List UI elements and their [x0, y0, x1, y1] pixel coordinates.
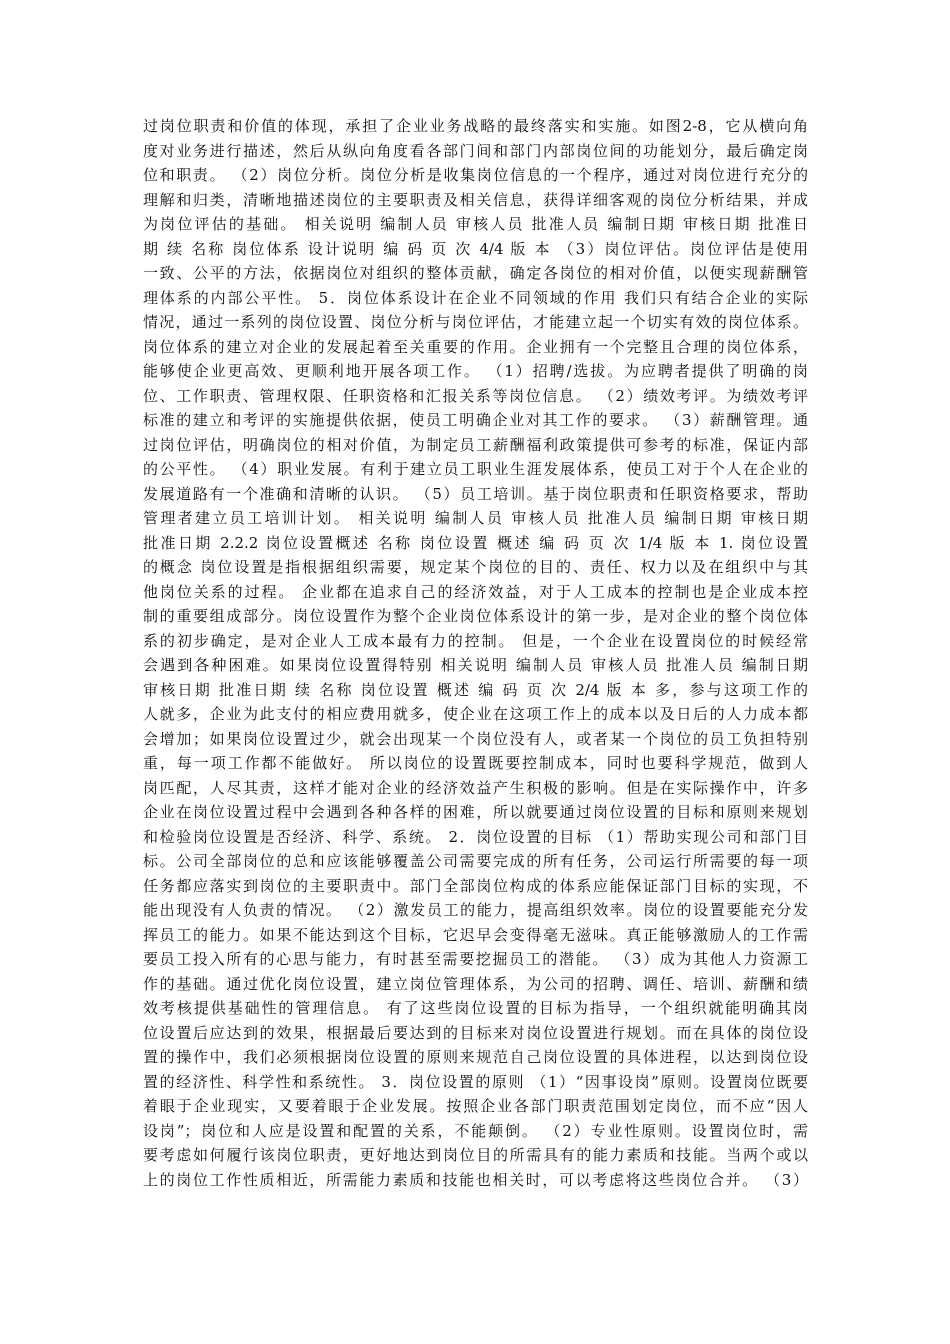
text-line: 过岗位职责和价值的体现，承担了企业业务战略的最终落实和实施。如图2-8，它从横向角	[143, 117, 808, 135]
text-line: 企业在岗位设置过程中会遇到各种各样的困难，所以就要通过岗位设置的目标和原则来规划	[143, 803, 808, 821]
text-line: 管理者建立员工培训计划。 相关说明 编制人员 审核人员 批准人员 编制日期 审核日期	[143, 509, 808, 527]
text-line: 系的初步确定，是对企业人工成本最有力的控制。 但是，一个企业在设置岗位的时候经常	[143, 631, 808, 650]
text-line: 效考核提供基础性的管理信息。 有了这些岗位设置的目标为指导，一个组织就能明确其岗	[143, 999, 808, 1017]
text-line: 一致、公平的方法，依据岗位对组织的整体贡献，确定各岗位的相对价值，以便实现薪酬管	[143, 264, 808, 282]
text-line: 情况，通过一系列的岗位设置、岗位分析与岗位评估，才能建立起一个切实有效的岗位体系。	[143, 313, 808, 331]
text-line: 位、工作职责、管理权限、任职资格和汇报关系等岗位信息。 （2）绩效考评。为绩效考评	[143, 386, 808, 405]
text-line: 审核日期 批准日期 续 名称 岗位设置 概述 编 码 页 次 2/4 版 本 多，参与这项工作的	[143, 680, 808, 699]
text-line: 为岗位评估的基础。 相关说明 编制人员 审核人员 批准人员 编制日期 审核日期 批准日	[143, 215, 808, 233]
text-line: 要考虑如何履行该岗位职责，更好地达到岗位目的所需具有的能力素质和技能。当两个或以	[143, 1146, 808, 1164]
text-line: 位设置后应达到的效果，根据最后要达到的目标来对岗位设置进行规划。而在具体的岗位设	[143, 1023, 808, 1042]
text-line: 置的经济性、科学性和系统性。 3．岗位设置的原则 （1）“因事设岗”原则。设置岗位既要	[143, 1072, 808, 1091]
text-line: 重，每一项工作都不能做好。 所以岗位的设置既要控制成本，同时也要科学规范，做到人	[143, 754, 808, 772]
text-line: 他岗位关系的过程。 企业都在追求自己的经济效益，对于人工成本的控制也是企业成本控	[143, 582, 808, 601]
text-line: 挥员工的能力。如果不能达到这个目标，它迟早会变得毫无滋味。真正能够激励人的工作需	[143, 925, 808, 944]
text-line: 批准日期 2.2.2 岗位设置概述 名称 岗位设置 概述 编 码 页 次 1/4 版 本 1. 岗位设置	[143, 533, 808, 552]
text-line: 岗位体系的建立对企业的发展起着至关重要的作用。企业拥有一个完整且合理的岗位体系，	[143, 337, 808, 356]
text-line: 岗匹配，人尽其责，这样才能对企业的经济效益产生积极的影响。但是在实际操作中，许多	[143, 778, 808, 797]
text-line: 标准的建立和考评的实施提供依据，使员工明确企业对其工作的要求。 （3）薪酬管理。通	[143, 411, 808, 429]
text-line: 发展道路有一个准确和清晰的认识。 （5）员工培训。基于岗位职责和任职资格要求，帮助	[143, 484, 808, 503]
text-line: 设岗”；岗位和人应是设置和配置的关系，不能颠倒。 （2）专业性原则。设置岗位时，需	[143, 1121, 808, 1140]
text-line: 度对业务进行描述，然后从纵向角度看各部门间和部门内部岗位间的功能划分，最后确定岗	[143, 141, 808, 160]
text-line: 标。公司全部岗位的总和应该能够覆盖公司需要完成的所有任务，公司运行所需要的每一项	[143, 852, 808, 870]
text-line: 上的岗位工作性质相近，所需能力素质和技能也相关时，可以考虑将这些岗位合并。 （3）	[143, 1170, 808, 1189]
document-body	[143, 114, 808, 1192]
text-line: 置的操作中，我们必须根据岗位设置的原则来规范自己岗位设置的具体进程，以达到岗位设	[143, 1048, 808, 1066]
text-line: 过岗位评估，明确岗位的相对价值，为制定员工薪酬福利政策提供可参考的标准，保证内部	[143, 435, 808, 454]
text-line: 理解和归类，清晰地描述岗位的主要职责及相关信息，获得详细客观的岗位分析结果，并成	[143, 190, 808, 209]
text-line: 和检验岗位设置是否经济、科学、系统。 2．岗位设置的目标 （1）帮助实现公司和部门目	[143, 827, 808, 846]
text-line: 会增加；如果岗位设置过少，就会出现某一个岗位没有人，或者某一个岗位的员工负担特别	[143, 729, 808, 748]
text-line: 的公平性。 （4）职业发展。有利于建立员工职业生涯发展体系，使员工对于个人在企业的	[143, 460, 808, 478]
text-line: 理体系的内部公平性。 5．岗位体系设计在企业不同领域的作用 我们只有结合企业的实际	[143, 288, 808, 307]
text-line: 会遇到各种困难。如果岗位设置得特别 相关说明 编制人员 审核人员 批准人员 编制日期	[143, 656, 808, 674]
text-line: 位和职责。 （2）岗位分析。岗位分析是收集岗位信息的一个程序，通过对岗位进行充分的	[143, 166, 808, 184]
text-line: 能出现没有人负责的情况。 （2）激发员工的能力，提高组织效率。岗位的设置要能充分发	[143, 901, 808, 919]
text-line: 制的重要组成部分。岗位设置作为整个企业岗位体系设计的第一步，是对企业的整个岗位体	[143, 607, 808, 625]
text-line: 能够使企业更高效、更顺利地开展各项工作。 （1）招聘/选拔。为应聘者提供了明确的岗	[143, 362, 808, 380]
text-line: 人就多，企业为此支付的相应费用就多，使企业在这项工作上的成本以及日后的人力成本都	[143, 705, 808, 723]
text-line: 期 续 名称 岗位体系 设计说明 编 码 页 次 4/4 版 本 （3）岗位评估。岗位评估是使用	[143, 239, 808, 258]
text-line: 的概念 岗位设置是指根据组织需要，规定某个岗位的目的、责任、权力以及在组织中与其	[143, 558, 808, 576]
text-line: 要员工投入所有的心思与能力，有时甚至需要挖掘员工的潜能。 （3）成为其他人力资源工	[143, 950, 808, 968]
text-line: 作的基础。通过优化岗位设置，建立岗位管理体系，为公司的招聘、调任、培训、薪酬和绩	[143, 974, 808, 993]
text-line: 任务都应落实到岗位的主要职责中。部门全部岗位构成的体系应能保证部门目标的实现，不	[143, 876, 808, 895]
text-line: 着眼于企业现实，又要着眼于企业发展。按照企业各部门职责范围划定岗位，而不应“因人	[143, 1097, 808, 1115]
